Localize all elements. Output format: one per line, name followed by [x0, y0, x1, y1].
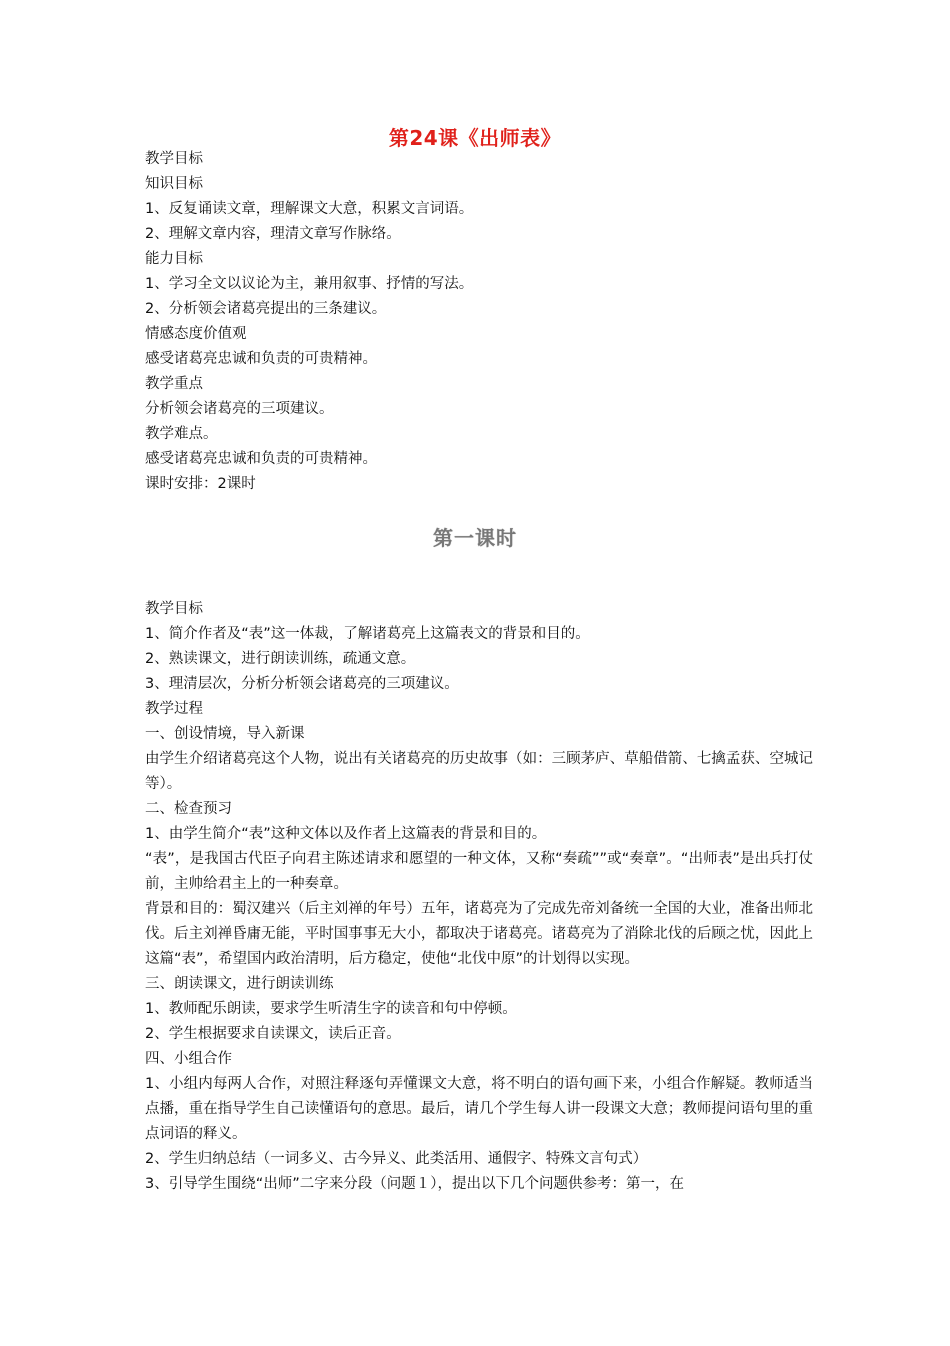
- text-line: 2、熟读课文，进行朗读训练，疏通文意。: [145, 651, 416, 667]
- text-line: 1、简介作者及“表”这一体裁，了解诸葛亮上这篇表文的背景和目的。: [145, 626, 590, 642]
- section-heading: 教学过程: [145, 701, 203, 717]
- text-line: 1、由学生简介“表”这种文体以及作者上这篇表的背景和目的。: [145, 826, 547, 842]
- section-heading: 教学重点: [145, 376, 203, 392]
- document-title: 第24课《出师表》: [388, 126, 562, 150]
- text-line: 1、教师配乐朗读，要求学生听清生字的读音和句中停顿。: [145, 1001, 517, 1017]
- lesson-heading: 第一课时: [433, 526, 517, 550]
- text-line: 感受诸葛亮忠诚和负责的可贵精神。: [145, 451, 377, 467]
- text-line: 3、理清层次，分析分析领会诸葛亮的三项建议。: [145, 676, 459, 692]
- step-heading: 四、小组合作: [145, 1051, 232, 1067]
- subsection-heading: 能力目标: [145, 251, 203, 267]
- step-heading: 一、创设情境，导入新课: [145, 726, 305, 742]
- text-line: 2、理解文章内容，理清文章写作脉络。: [145, 226, 401, 242]
- section-heading: 教学目标: [145, 151, 203, 167]
- paragraph: 1、小组内每两人合作，对照注释逐句弄懂课文大意，将不明白的语句画下来，小组合作解疑。教师适当点播，重在指导学生自己读懂语句的意思。最后，请几个学生每人讲一段课文大意；教师提问语句里的重点词语的释义。: [145, 1076, 813, 1142]
- lesson-overview: [145, 147, 813, 497]
- paragraph: 由学生介绍诸葛亮这个人物，说出有关诸葛亮的历史故事（如：三顾茅庐、草船借箭、七擒孟获、空城记等）。: [145, 751, 813, 792]
- section-heading: 教学难点。: [145, 426, 218, 442]
- text-line: 感受诸葛亮忠诚和负责的可贵精神。: [145, 351, 377, 367]
- text-line: 课时安排：2课时: [145, 476, 256, 492]
- first-lesson-content: [145, 597, 813, 1197]
- text-line: 3、引导学生围绕“出师”二字来分段（问题１），提出以下几个问题供参考：第一，在: [145, 1176, 684, 1192]
- section-heading: 教学目标: [145, 601, 203, 617]
- paragraph: “表”，是我国古代臣子向君主陈述请求和愿望的一种文体，又称“奏疏””或“奏章”。“出师表”是出兵打仗前，主帅给君主上的一种奏章。: [145, 851, 813, 892]
- subsection-heading: 情感态度价值观: [145, 326, 247, 342]
- text-line: 2、学生归纳总结（一词多义、古今异义、此类活用、通假字、特殊文言句式）: [145, 1151, 648, 1167]
- paragraph: 背景和目的：蜀汉建兴（后主刘禅的年号）五年，诸葛亮为了完成先帝刘备统一全国的大业，准备出师北伐。后主刘禅昏庸无能，平时国事事无大小，都取决于诸葛亮。诸葛亮为了消除北伐的后顾之忧，因此上这篇“表”，希望国内政治清明，后方稳定，使他“北伐中原”的计划得以实现。: [145, 901, 813, 967]
- text-line: 1、学习全文以议论为主，兼用叙事、抒情的写法。: [145, 276, 474, 292]
- text-line: 分析领会诸葛亮的三项建议。: [145, 401, 334, 417]
- text-line: 1、反复诵读文章，理解课文大意，积累文言词语。: [145, 201, 474, 217]
- text-line: 2、分析领会诸葛亮提出的三条建议。: [145, 301, 387, 317]
- step-heading: 三、朗读课文，进行朗读训练: [145, 976, 334, 992]
- text-line: 2、学生根据要求自读课文，读后正音。: [145, 1026, 401, 1042]
- step-heading: 二、检查预习: [145, 801, 232, 817]
- subsection-heading: 知识目标: [145, 176, 203, 192]
